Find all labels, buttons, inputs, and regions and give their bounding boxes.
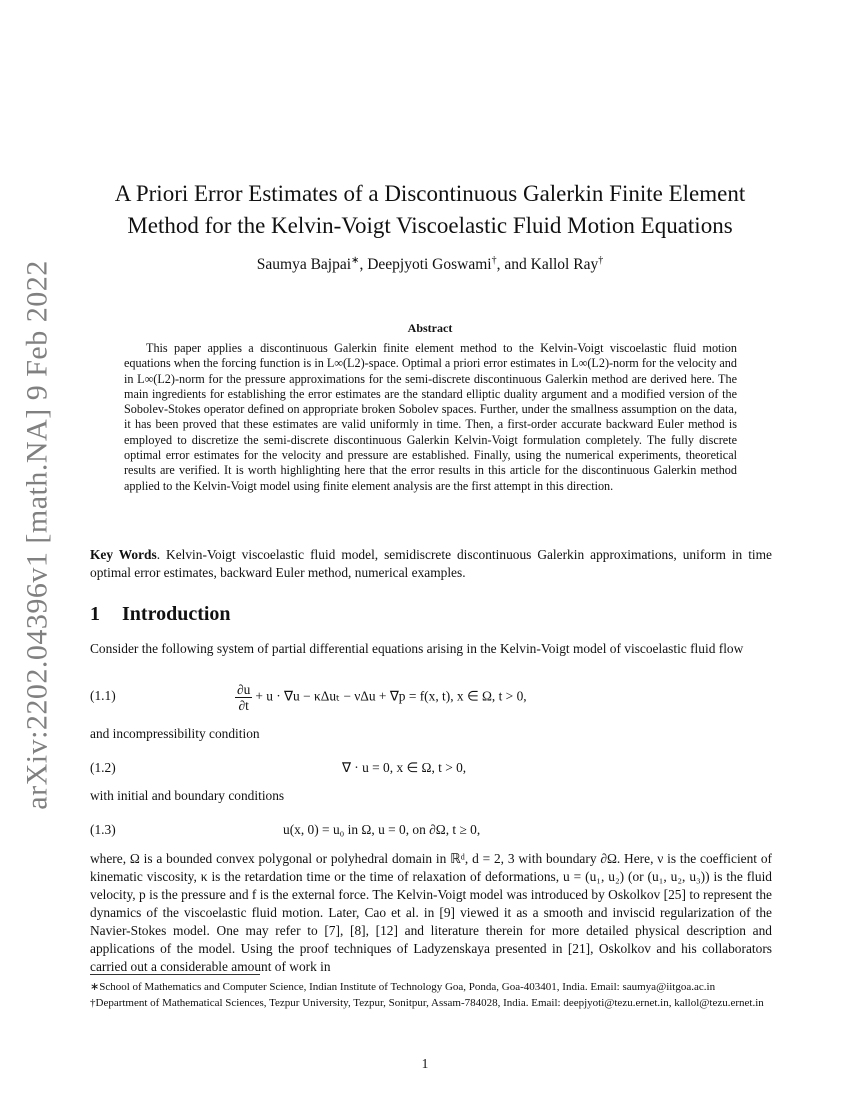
incompressibility-text: and incompressibility condition xyxy=(90,726,260,741)
abstract-body: This paper applies a discontinuous Galerkin finite element method to the Kelvin-Voigt viscoelastic fluid motion equations when the forcing function is in L∞(L2)-space. Optimal a priori error estimates in L∞(L2)-norm for the velocity and in L∞(L2)-norm for the pressure approximations for the semi-discrete discontinuous Galerkin method are derived here. The main ingredients for establishing the error estimates are the standard elliptic duality argument and a modified version of the Sobolev-Stokes operator defined on appropriate broken Sobolev spaces. Further, under the smallness assumption on the data, it has been proved that these estimates are valid uniformly in time. Then, a first-order accurate backward Euler method is employed to discretize the semi-discrete discontinuous Galerkin Kelvin-Voigt formulation completely. The fully discrete optimal error estimates for the velocity and pressure are established. Finally, using the numerical experiments, theoretical results are verified. It is worth highlighting here that the error results in this article for the discontinuous Galerkin method applied to the Kelvin-Voigt model using finite element analysis are the first attempt in this direction. xyxy=(124,341,737,493)
author-separator: , and xyxy=(496,256,531,274)
section-number: 1 xyxy=(90,603,100,625)
equation-body xyxy=(235,682,527,713)
author-separator: , xyxy=(359,256,368,274)
keywords-text: . Kelvin-Voigt viscoelastic fluid model, semidiscrete discontinuous Galerkin approximations, uniform in time optimal error estimates, backward Euler method, numerical examples. xyxy=(90,547,772,580)
keywords xyxy=(90,546,772,582)
fraction-numerator: ∂u xyxy=(237,682,251,697)
intro-paragraph: Consider the following system of partial differential equations arising in the Kelvin-Voigt model of viscoelastic fluid flow xyxy=(90,641,744,656)
boundary-conditions-text: with initial and boundary conditions xyxy=(90,788,285,803)
equation-1-3 xyxy=(90,816,772,846)
abstract-heading: Abstract xyxy=(407,321,453,335)
fraction-denominator: ∂t xyxy=(238,698,249,713)
equation-1-1 xyxy=(90,682,772,712)
paper-title-line-1: A Priori Error Estimates of a Discontinuous Galerkin Finite Element xyxy=(114,181,746,206)
section-title: Introduction xyxy=(122,603,231,625)
equation-number: (1.2) xyxy=(90,760,116,775)
arxiv-identifier: arXiv:2202.04396v1 [math.NA] 9 Feb 2022 xyxy=(21,260,54,810)
partial-fraction xyxy=(235,682,252,713)
author-name: Deepjyoti Goswami xyxy=(367,256,492,274)
paper-title xyxy=(90,178,770,242)
author-name: Saumya Bajpai xyxy=(256,256,352,274)
footnote-rule xyxy=(90,974,260,975)
equation-number: (1.1) xyxy=(90,688,116,703)
equation-1-2 xyxy=(90,754,772,784)
equation-body: ∇ · u = 0, x ∈ Ω, t > 0, xyxy=(342,760,467,775)
author-mark: † xyxy=(491,255,497,266)
equation-body: u(x, 0) = u₀ in Ω, u = 0, on ∂Ω, t ≥ 0, xyxy=(283,822,481,837)
footnote: †Department of Mathematical Sciences, Tezpur University, Tezpur, Sonitpur, Assam-784028, India. Email: deepjyoti@tezu.ernet.in, kallol@tezu.ernet.in xyxy=(90,997,764,1009)
footnotes xyxy=(90,980,772,1012)
arxiv-sidebar-stamp xyxy=(14,255,62,815)
author-name: Kallol Ray xyxy=(530,256,599,274)
page-number: 1 xyxy=(421,1056,429,1071)
author-list xyxy=(90,255,770,274)
footnote: ∗School of Mathematics and Computer Science, Indian Institute of Technology Goa, Ponda, Goa-403401, India. Email: saumya@iitgoa.ac.in xyxy=(90,981,716,993)
equation-rest: + u · ∇u − κΔuₜ − νΔu + ∇p = f(x, t), x ∈ Ω, t > 0, xyxy=(255,688,527,704)
equation-number: (1.3) xyxy=(90,822,116,837)
paper-title-line-2: Method for the Kelvin-Voigt Viscoelastic Fluid Motion Equations xyxy=(127,213,733,238)
keywords-label: Key Words xyxy=(90,547,157,562)
section-heading xyxy=(90,603,231,626)
author-mark: ∗ xyxy=(351,255,360,266)
body-paragraph: where, Ω is a bounded convex polygonal or polyhedral domain in ℝᵈ, d = 2, 3 with boundary ∂Ω. Here, ν is the coefficient of kinematic viscosity, κ is the retardation time or the time of relaxation of deformations, u = (u₁, u₂) (or (u₁, u₂, u₃)) is the fluid velocity, p is the pressure and f is the external force. The Kelvin-Voigt model was introduced by Oskolkov [25] to represent the dynamics of the viscoelastic fluid motion. Later, Cao et al. in [9] viewed it as a smooth and inviscid regularization of the Navier-Stokes model. One may refer to [7], [8], [12] and literature therein for more detailed physical description and applications of the model. Using the proof techniques of Ladyzenskaya presented in [21], Oskolkov and his collaborators carried out a considerable amount of work in xyxy=(90,851,772,974)
author-mark: † xyxy=(598,255,604,266)
